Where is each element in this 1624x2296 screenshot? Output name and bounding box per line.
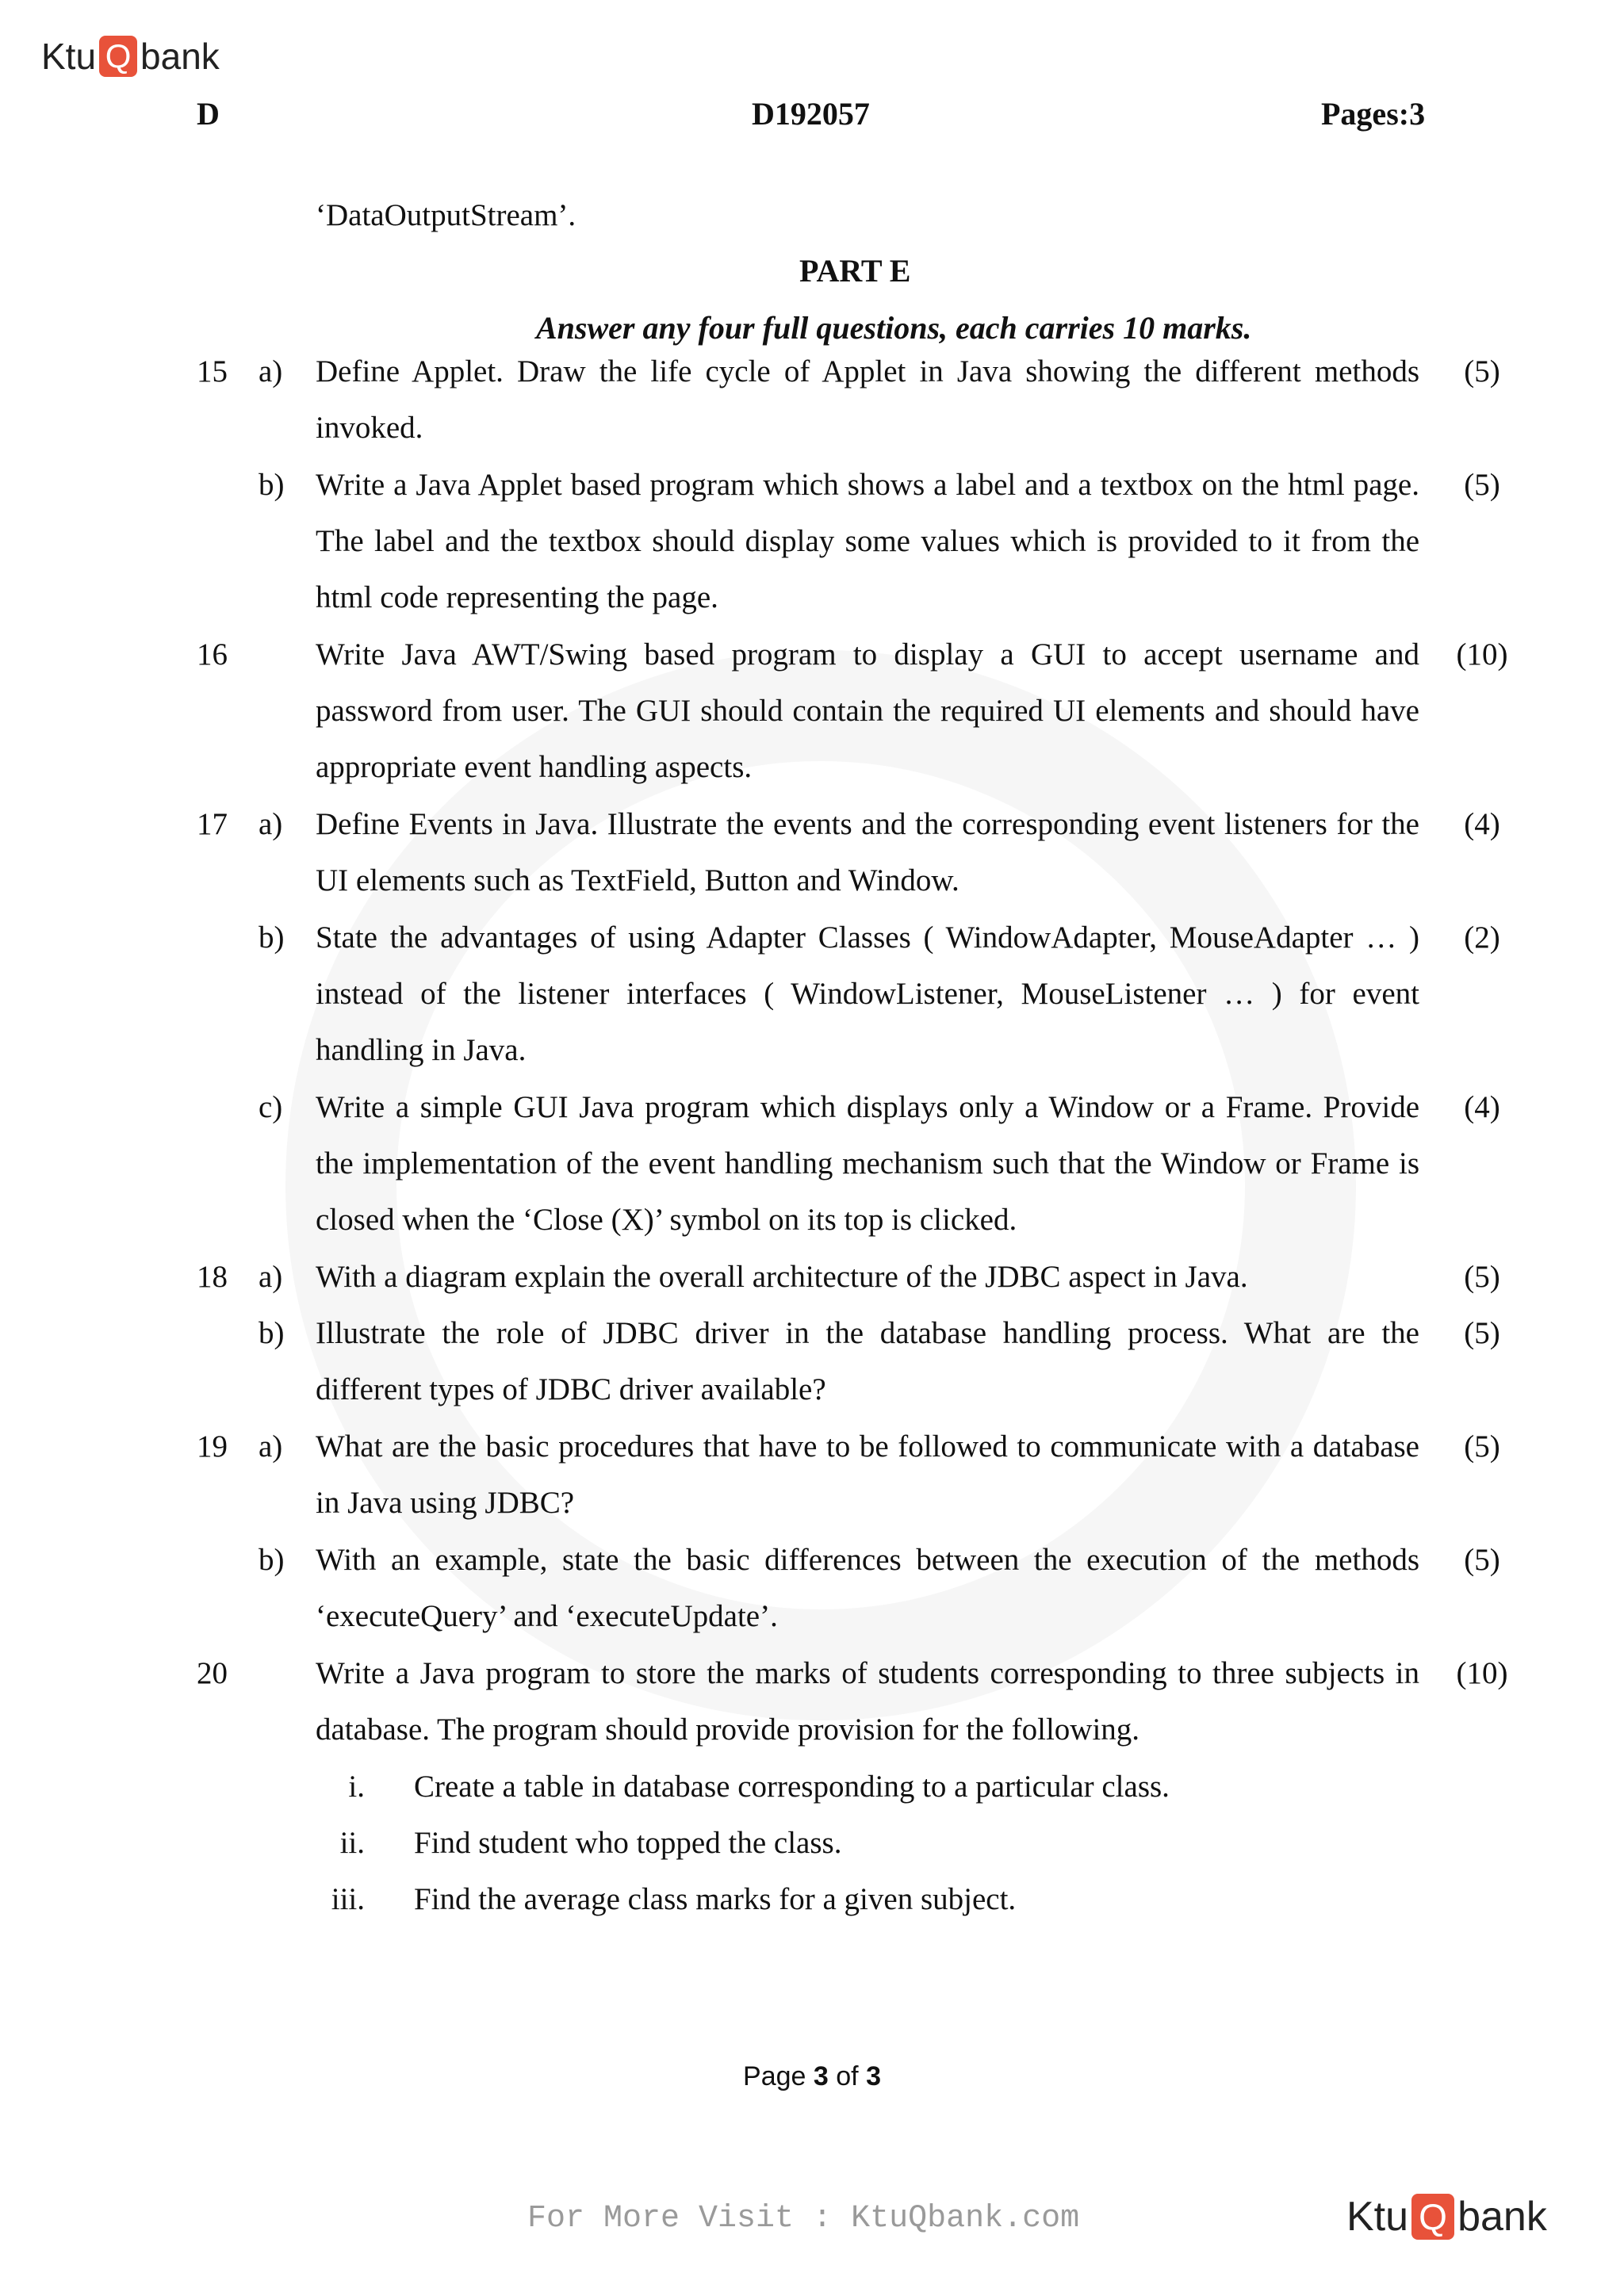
header-series: D: [197, 96, 220, 132]
list-item: Find student who topped the class.: [414, 1826, 842, 1860]
list-item-number: iii.: [331, 1882, 365, 1916]
marks: (5): [1464, 1260, 1500, 1294]
subquestion-label: a): [259, 1260, 283, 1294]
instructions: Answer any four full questions, each carries 10 marks.: [536, 310, 1252, 346]
subquestion-label: b): [259, 920, 285, 955]
list-item: Create a table in database corresponding to a particular class.: [414, 1770, 1170, 1804]
question-text: Illustrate the role of JDBC driver in the database handling process. What are the different types of JDBC driver available?: [316, 1316, 1419, 1406]
page-word: Page: [743, 2061, 806, 2091]
marks: (4): [1464, 1090, 1500, 1124]
question-text: Write Java AWT/Swing based program to display a GUI to accept username and password from user. The GUI should contain the required UI elements and should have appropriate event handling aspects.: [316, 637, 1419, 784]
question-text: Define Applet. Draw the life cycle of Applet in Java showing the different methods invoked.: [316, 354, 1419, 445]
question-text: With an example, state the basic differences between the execution of the methods ‘executeQuery’ and ‘executeUpdate’.: [316, 1543, 1419, 1633]
subquestion-label: b): [259, 468, 285, 502]
marks: (10): [1456, 637, 1508, 672]
marks: (10): [1456, 1656, 1508, 1690]
question-number: 20: [197, 1656, 228, 1690]
logo-suffix: bank: [1457, 2194, 1547, 2240]
page-total: 3: [866, 2061, 881, 2091]
list-item-number: ii.: [339, 1826, 365, 1860]
question-text: Write a simple GUI Java program which displays only a Window or a Frame. Provide the implementation of the event handling mechanism such that the Window or Frame is closed when the ‘Close (X)’ symbol on its top is clicked.: [316, 1090, 1419, 1237]
question-text: State the advantages of using Adapter Classes ( WindowAdapter, MouseAdapter … ) instead of the listener interfaces ( WindowListener, MouseListener … ) for event handling in Java.: [316, 920, 1419, 1067]
marks: (5): [1464, 354, 1500, 388]
question-number: 18: [197, 1260, 228, 1294]
ktuqbank-logo-bottom: [1346, 2193, 1547, 2241]
subquestion-label: a): [259, 807, 283, 841]
page-current: 3: [813, 2061, 829, 2091]
logo-q: Q: [1411, 2194, 1454, 2240]
visit-link[interactable]: For More Visit : KtuQbank.com: [527, 2201, 1080, 2237]
marks: (5): [1464, 468, 1500, 502]
ktuqbank-logo: [41, 35, 220, 78]
question-text: What are the basic procedures that have to be followed to communicate with a database in Java using JDBC?: [316, 1429, 1419, 1520]
of-word: of: [836, 2061, 859, 2091]
subquestion-label: a): [259, 1429, 283, 1464]
marks: (2): [1464, 920, 1500, 955]
marks: (5): [1464, 1543, 1500, 1577]
header-code: D192057: [752, 96, 870, 132]
subquestion-label: a): [259, 354, 283, 388]
question-text: Write a Java program to store the marks of students corresponding to three subjects in database. The program should provide provision for the following.: [316, 1656, 1419, 1747]
question-text: Write a Java Applet based program which shows a label and a textbox on the html page. The label and the textbox should display some values which is provided to it from the html code representing the page.: [316, 468, 1419, 614]
logo-prefix: Ktu: [1346, 2194, 1409, 2240]
logo-prefix: Ktu: [41, 36, 97, 77]
list-item: Find the average class marks for a given subject.: [414, 1882, 1017, 1916]
continuation-text: ‘DataOutputStream’.: [316, 198, 576, 232]
logo-q: Q: [99, 36, 137, 77]
question-number: 19: [197, 1429, 228, 1464]
question-number: 15: [197, 354, 228, 388]
header-pages: Pages:3: [1321, 96, 1426, 132]
question-number: 16: [197, 637, 228, 672]
subquestion-label: b): [259, 1543, 285, 1577]
part-title: PART E: [799, 253, 911, 289]
question-text: With a diagram explain the overall architecture of the JDBC aspect in Java.: [316, 1260, 1248, 1294]
question-number: 17: [197, 807, 228, 841]
page-number: [0, 2061, 1624, 2092]
marks: (4): [1464, 807, 1500, 841]
logo-suffix: bank: [140, 36, 220, 77]
question-text: Define Events in Java. Illustrate the events and the corresponding event listeners for the UI elements such as TextField, Button and Window.: [316, 807, 1419, 897]
marks: (5): [1464, 1429, 1500, 1464]
subquestion-label: c): [259, 1090, 283, 1124]
list-item-number: i.: [348, 1770, 365, 1804]
subquestion-label: b): [259, 1316, 285, 1350]
marks: (5): [1464, 1316, 1500, 1350]
